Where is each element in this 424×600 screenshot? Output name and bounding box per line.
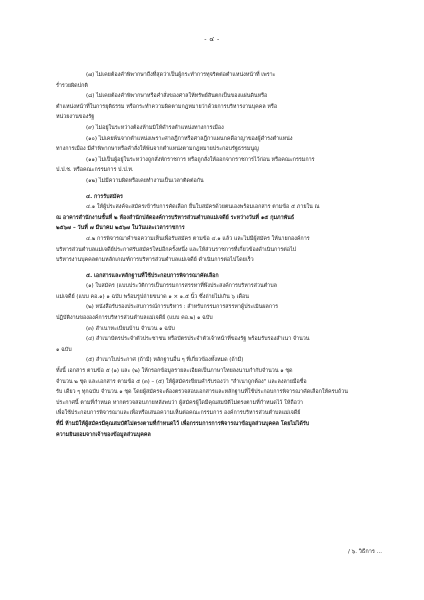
text-line: หน่วยงานของรัฐ <box>56 114 95 121</box>
text-line: (๗) ไม่เคยต้องคำพิพากษาถึงที่สุดว่าเป็นผู้กระทำการทุจริตต่อตำแหน่งหน้าที่ เพราะ <box>86 72 276 78</box>
text-line: ๔.๑ ให้ผู้ประสงค์จะสมัครเข้ารับการคัดเลือก ยื่นใบสมัครด้วยตนเองพร้อมเอกสาร ตามข้อ ๕ ภายใน ณ <box>86 204 320 211</box>
text-line: ๔. การรับสมัคร <box>86 193 123 200</box>
text-line: บริหารส่วนตำบลแม่เจดีย์ประกาศรับสมัครใหม่อีกครั้งหนึ่ง และให้ส่วนราชการที่เกี่ยวข้องดำเนินการต่อไป <box>56 246 297 253</box>
text-line: ทางการเมือง มีคำพิพากษาหรือคำสั่งให้พ้นจากตำแหน่งตามกฎหมายประกอบรัฐธรรมนูญ <box>56 146 259 153</box>
text-line: (๑๐) ไม่เคยพ้นจากตำแหน่งเพราะศาลฎีกาหรือศาลฎีกาแผนกคดีอาญาของผู้ดำรงตำแหน่ง <box>86 135 293 142</box>
text-line: ตำแหน่งหน้าที่ในการยุติธรรม หรือกระทำความผิดตามกฎหมายว่าด้วยการบริหารงานบุคคล หรือ <box>56 103 278 110</box>
continuation-marker: / ๖. วิธีการ ... <box>348 549 382 555</box>
text-line: (๑๑) ไม่เป็นผู้อยู่ในระหว่างถูกสั่งพักราชการ หรือถูกสั่งให้ออกจากราชการไว้ก่อน หรือคณะกรรมการ <box>86 156 315 163</box>
page-number: - ๔ - <box>204 36 220 43</box>
text-line: ปฏิบัติงานขององค์การบริหารส่วนตำบลแม่เจดีย์ (แบบ คอ.๒) ๑ ฉบับ <box>56 315 213 322</box>
document-body <box>56 70 384 440</box>
text-line: ทั้งนี้ เอกสาร ตามข้อ ๕ (๑) และ (๒) ให้กรอกข้อมูลรายละเอียดเป็นภาษาไทยลงนามกำกับจำนวน ๑ ชุด <box>56 368 293 375</box>
text-line: ๔.๒ การพิจารณาคำขอความเห็นเพื่อรับสมัคร ตามข้อ ๔.๑ แล้ว และไม่มีผู้สมัคร ให้นายกองค์การ <box>86 235 310 242</box>
text-line: (๔) สำเนาบัตรประจำตัวประชาชน หรือบัตรประจำตัวเจ้าหน้าที่ของรัฐ พร้อมรับรองสำเนา จำนวน <box>86 336 310 343</box>
text-line: (๒) หนังสือรับรองประสบการณ์การบริหาร : สำหรับกรรมการสรรหาผู้ประเมินผลการ <box>86 304 279 311</box>
text-line: ณ อาคารสำนักงานชั้นที่ ๒ ห้องสำนักปลัดองค์การบริหารส่วนตำบลแม่เจดีย์ ระหว่างวันที่ ๑๕ กุมภาพันธ์ <box>56 214 295 221</box>
text-line: (๑) ใบสมัคร (แบบประวัติการเป็นกรรมการสรรหาที่พึงประสงค์การบริหารส่วนตำบล <box>86 283 277 290</box>
text-line: ๕. เอกสารและหลักฐานที่ใช้ประกอบการพิจารณาคัดเลือก <box>86 272 219 279</box>
text-line: เพื่อใช้ประกอบการพิจารณาและเพื่อหรือเสนอความเห็นต่อคณะกรรมการ องค์การบริหารส่วนตำบลแม่เจดีย์ <box>56 410 301 417</box>
text-line: ที่นี่ ห้ามมิให้ผู้สมัครมีคุณสมบัติไม่ตรงตามที่กำหนดไว้ เพื่อกรรมการการพิจารณาข้อมูลส่วนบุคคล โดยไม่ได้รับ <box>56 421 310 427</box>
text-line: ป.ป.ช. หรือคณะกรรมการ ป.ป.ท. <box>56 167 134 174</box>
text-line: ร่ำรวยผิดปกติ <box>56 82 88 89</box>
text-line: (๙) ไม่อยู่ในระหว่างต้องห้ามมิให้ดำรงตำแหน่งทางการเมือง <box>86 124 224 131</box>
text-line: ๒๕๖๗ – วันที่ ๗ มีนาคม ๒๕๖๗ ในวันและเวลาราชการ <box>56 225 185 232</box>
text-line: ๑ ฉบับ <box>56 346 72 353</box>
text-line: (๓) สำเนาทะเบียนบ้าน จำนวน ๑ ฉบับ <box>86 325 175 332</box>
text-line: (๘) ไม่เคยต้องคำพิพากษาหรือคำสั่งของศาลให้ทรัพย์สินตกเป็นของแผ่นดินหรือ <box>86 93 268 100</box>
text-line: ประกาศนี้ ตามที่กำหนด หากตรวจสอบภายหลังพบว่า ผู้สมัครผู้ใดมีคุณสมบัติไม่ตรงตามที่กำหนดไว้ ให้ถือว่า <box>56 399 303 406</box>
text-line: ความยินยอมจากเจ้าของข้อมูลส่วนบุคคล <box>56 431 151 438</box>
text-line: บริหารงานบุคคลตามหลักเกณฑ์การบริหารส่วนตำบลแม่เจดีย์ ดำเนินการต่อไปโดยเร็ว <box>56 257 254 264</box>
text-line: (๕) สำเนาใบประกาศ (ถ้ามี) หลักฐานอื่น ๆ ที่เกี่ยวข้องทั้งหมด (ถ้ามี) <box>86 357 244 364</box>
text-line: (๑๒) ไม่มีความผิดหรือเคยทำงานเป็นเวลาติดต่อกัน <box>86 177 204 184</box>
text-line: รับ เดียว ๆ ทุกฉบับ จำนวน ๑ ชุด โดยผู้สมัครจะต้องตรวจสอบเอกสารและหลักฐานที่ใช้ประกอบการพิจารณาคัดเลือกให้ครบถ้วน <box>56 389 348 396</box>
text-line: แม่เจดีย์ (แบบ คอ.๑) ๑ ฉบับ พร้อมรูปถ่ายขนาด ๑ × ๑.๕ นิ้ว ซึ่งถ่ายไม่เกิน ๖ เดือน <box>56 293 249 300</box>
text-line: จำนวน ๒ ชุด และเอกสาร ตามข้อ ๕ (๓) – (๕) ให้ผู้สมัครเขียนคำรับรองว่า "สำเนาถูกต้อง" และลงลายมือชื่อ <box>56 378 307 385</box>
